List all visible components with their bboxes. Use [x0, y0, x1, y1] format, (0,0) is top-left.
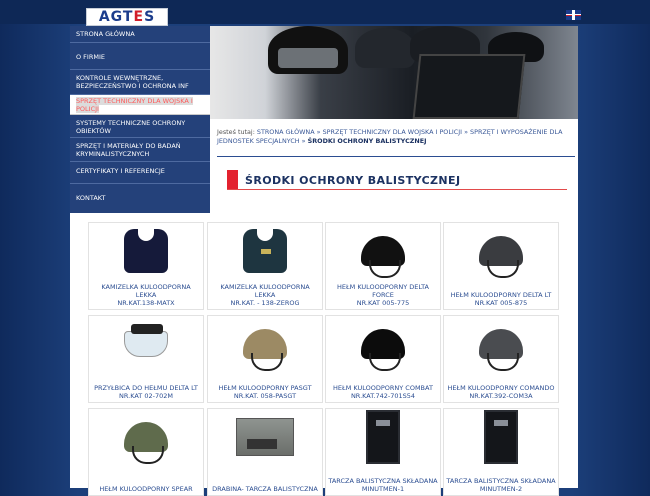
product-name: TARCZA BALISTYCZNA SKŁADANA MINUTMEN-1: [328, 477, 438, 493]
product-caption[interactable]: [328, 283, 438, 307]
product-card[interactable]: [207, 315, 323, 403]
visor-icon: [124, 331, 168, 357]
header-banner-photo: [210, 26, 578, 119]
product-card[interactable]: [88, 222, 204, 310]
breadcrumb: [217, 128, 575, 146]
product-name: TARCZA BALISTYCZNA SKŁADANA MINUTMEN-2: [446, 477, 556, 493]
product-caption[interactable]: [328, 477, 438, 493]
breadcrumb-separator: »: [316, 128, 321, 136]
product-name: KAMIZELKA KULOODPORNA LEKKA: [101, 283, 191, 299]
helmet-icon: [124, 422, 168, 452]
product-caption[interactable]: [210, 384, 320, 400]
product-name: HEŁM KULOODPORNY DELTA FORCE: [337, 283, 429, 299]
product-image[interactable]: [444, 316, 558, 372]
product-code: NR.KAT. 058-PASGT: [233, 392, 297, 400]
product-image[interactable]: [326, 316, 440, 372]
product-card[interactable]: [443, 408, 559, 496]
product-caption[interactable]: [446, 291, 556, 307]
product-caption[interactable]: [328, 384, 438, 400]
product-grid: [88, 222, 560, 493]
product-caption[interactable]: [91, 384, 201, 400]
product-name: HEŁM KULOODPORNY COMANDO: [447, 384, 555, 392]
product-caption[interactable]: [446, 384, 556, 400]
sidebar-item-home[interactable]: STRONA GŁÓWNA: [70, 26, 210, 43]
breadcrumb-divider: [217, 156, 575, 157]
product-image[interactable]: [326, 223, 440, 279]
product-name: DRABINA- TARCZA BALISTYCZNA: [212, 485, 318, 493]
product-caption[interactable]: [210, 283, 320, 307]
vest-icon: [124, 229, 168, 273]
product-code: NR.KAT.742-701S54: [350, 392, 416, 400]
product-code: NR.KAT.138-MATX: [117, 299, 175, 307]
logo[interactable]: [86, 8, 168, 26]
product-image[interactable]: [444, 409, 558, 465]
sidebar-item-about[interactable]: O FIRMIE: [70, 43, 210, 70]
product-caption[interactable]: [91, 283, 201, 307]
sidebar-nav: [70, 26, 210, 213]
page-title: ŚRODKI OCHRONY BALISTYCZNEJ: [245, 174, 461, 187]
uk-flag-icon[interactable]: [566, 10, 581, 20]
shield-shape: [413, 54, 526, 119]
sidebar-item-internal-controls[interactable]: KONTROLE WEWNĘTRZNE, BEZPIECZEŃSTWO I OCHRONA INF: [70, 70, 210, 95]
product-card[interactable]: [443, 315, 559, 403]
breadcrumb-current: ŚRODKI OCHRONY BALISTYCZNEJ: [307, 137, 427, 145]
sidebar-item-contact[interactable]: KONTAKT: [76, 194, 106, 202]
sidebar-item-protection-systems[interactable]: SYSTEMY TECHNICZNE OCHRONY OBIEKTÓW: [70, 115, 210, 138]
sidebar-item-forensics[interactable]: SPRZĘT I MATERIAŁY DO BADAŃ KRYMINALISTYCZNYCH: [70, 138, 210, 162]
product-image[interactable]: [89, 316, 203, 372]
product-card[interactable]: [88, 408, 204, 496]
breadcrumb-link-military-police[interactable]: SPRZĘT TECHNICZNY DLA WOJSKA I POLICJI: [322, 128, 463, 136]
helmet-icon: [361, 329, 405, 359]
product-image[interactable]: [208, 223, 322, 279]
page-heading: [227, 170, 567, 190]
product-image[interactable]: [89, 223, 203, 279]
product-card[interactable]: [443, 222, 559, 310]
heading-marker: [227, 170, 238, 189]
product-code: NR.KAT 005-775: [356, 299, 410, 307]
vest-icon: [243, 229, 287, 273]
logo-text: AGTES: [98, 9, 156, 25]
sidebar-item-military-police[interactable]: SPRZĘT TECHNICZNY DLA WOJSKA I POLICJI: [70, 95, 210, 115]
shield-panel-icon: [366, 410, 400, 464]
product-card[interactable]: [207, 408, 323, 496]
product-caption[interactable]: [210, 485, 320, 493]
product-image[interactable]: [326, 409, 440, 465]
helmet-icon: [479, 236, 523, 266]
product-name: KAMIZELKA KULOODPORNA LEKKA: [220, 283, 310, 299]
product-image[interactable]: [208, 316, 322, 372]
product-image[interactable]: [89, 409, 203, 465]
breadcrumb-link-special-units[interactable]: SPRZĘT I WYPOSAŻENIE DLA JEDNOSTEK SPECJALNYCH: [217, 128, 563, 145]
product-code: NR.KAT 02-702M: [119, 392, 173, 400]
photo-icon: [236, 418, 294, 456]
product-card[interactable]: [325, 222, 441, 310]
product-name: HEŁM KULOODPORNY COMBAT: [333, 384, 433, 392]
product-name: HEŁM KULOODPORNY DELTA LT: [450, 291, 552, 299]
product-caption[interactable]: [446, 477, 556, 493]
product-image[interactable]: [444, 223, 558, 279]
helmet-shape: [355, 28, 415, 68]
product-card[interactable]: [88, 315, 204, 403]
breadcrumb-prefix: Jesteś tutaj:: [217, 128, 255, 136]
visor-shape: [278, 48, 338, 68]
product-name: PRZYŁBICA DO HEŁMU DELTA LT: [94, 384, 198, 392]
product-name: HEŁM KULOODPORNY PASGT: [218, 384, 312, 392]
helmet-icon: [243, 329, 287, 359]
breadcrumb-link-home[interactable]: STRONA GŁÓWNA: [256, 128, 315, 136]
sidebar-item-certificates[interactable]: CERTYFIKATY I REFERENCJE: [70, 162, 210, 184]
product-caption[interactable]: [91, 485, 201, 493]
product-name: HEŁM KULOODPORNY SPEAR: [99, 485, 193, 493]
product-code: NR.KAT 005-875: [474, 299, 528, 307]
product-card[interactable]: [207, 222, 323, 310]
product-card[interactable]: [325, 408, 441, 496]
helmet-icon: [361, 236, 405, 266]
product-code: NR.KAT. - 138-ZEROG: [230, 299, 300, 307]
breadcrumb-separator: »: [464, 128, 468, 136]
helmet-icon: [479, 329, 523, 359]
product-card[interactable]: [325, 315, 441, 403]
product-code: NR.KAT.392-COM3A: [469, 392, 533, 400]
shield-panel-icon: [484, 410, 518, 464]
product-image[interactable]: [208, 409, 322, 465]
breadcrumb-separator: »: [301, 137, 306, 145]
